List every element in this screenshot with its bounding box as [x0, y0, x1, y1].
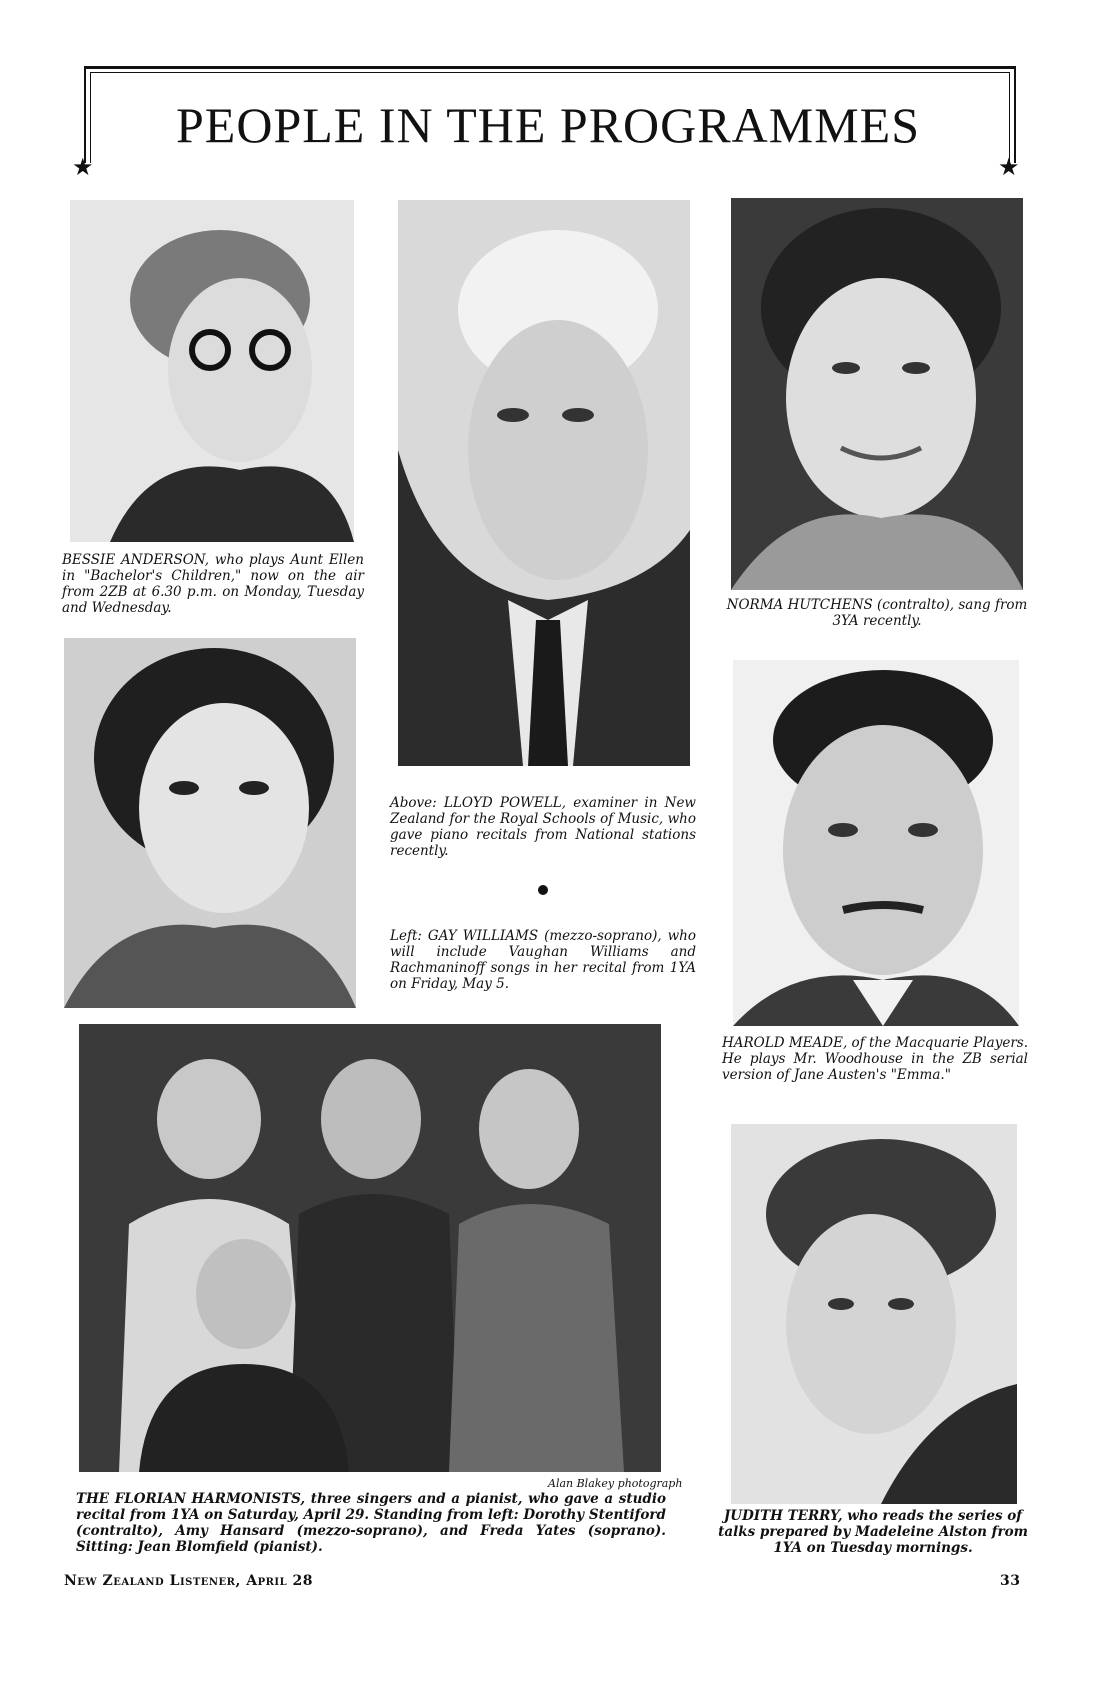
caption-harold-meade: HAROLD MEADE, of the Macquarie Players. He plays Mr. Woodhouse in the ZB serial version of Jane Austen's "Emma."	[722, 1035, 1028, 1083]
photo-harold-meade	[733, 660, 1019, 1026]
caption-florian-harmonists: THE FLORIAN HARMONISTS, three singers and a pianist, who gave a studio recital from 1YA on Saturday, April 29. Standing from left: Dorothy Stentiford (contralto), Amy Hansard (mezzo-soprano), and Freda Yates (soprano). Sitting: Jean Blomfield (pianist).	[76, 1491, 666, 1555]
star-icon-left: ★	[72, 153, 94, 181]
photo-florian-harmonists	[79, 1024, 661, 1472]
star-icon-right: ★	[998, 153, 1020, 181]
photo-gay-williams	[64, 638, 356, 1008]
caption-gay-williams: Left: GAY WILLIAMS (mezzo-soprano), who will include Vaughan Williams and Rachmaninoff songs in her recital from 1YA on Friday, May 5.	[390, 928, 696, 992]
separator-bullet	[538, 885, 548, 895]
caption-judith-terry: JUDITH TERRY, who reads the series of talks prepared by Madeleine Alston from 1YA on Tuesday mornings.	[718, 1508, 1028, 1556]
footer-publication: New Zealand Listener, April 28	[64, 1573, 313, 1589]
caption-bessie-anderson: BESSIE ANDERSON, who plays Aunt Ellen in "Bachelor's Children," now on the air from 2ZB at 6.30 p.m. on Monday, Tuesday and Wednesday.	[62, 552, 364, 616]
photo-judith-terry	[731, 1124, 1017, 1504]
page-number: 33	[1000, 1573, 1021, 1589]
photo-lloyd-powell	[398, 200, 690, 766]
photo-credit: Alan Blakey photograph	[548, 1477, 683, 1490]
photo-norma-hutchens	[731, 198, 1023, 590]
caption-lloyd-powell: Above: LLOYD POWELL, examiner in New Zealand for the Royal Schools of Music, who gave piano recitals from National stations recently.	[390, 795, 696, 859]
caption-norma-hutchens: NORMA HUTCHENS (contralto), sang from 3YA recently.	[726, 597, 1028, 629]
page-title: PEOPLE IN THE PROGRAMMES	[176, 97, 920, 153]
photo-bessie-anderson	[70, 200, 354, 542]
